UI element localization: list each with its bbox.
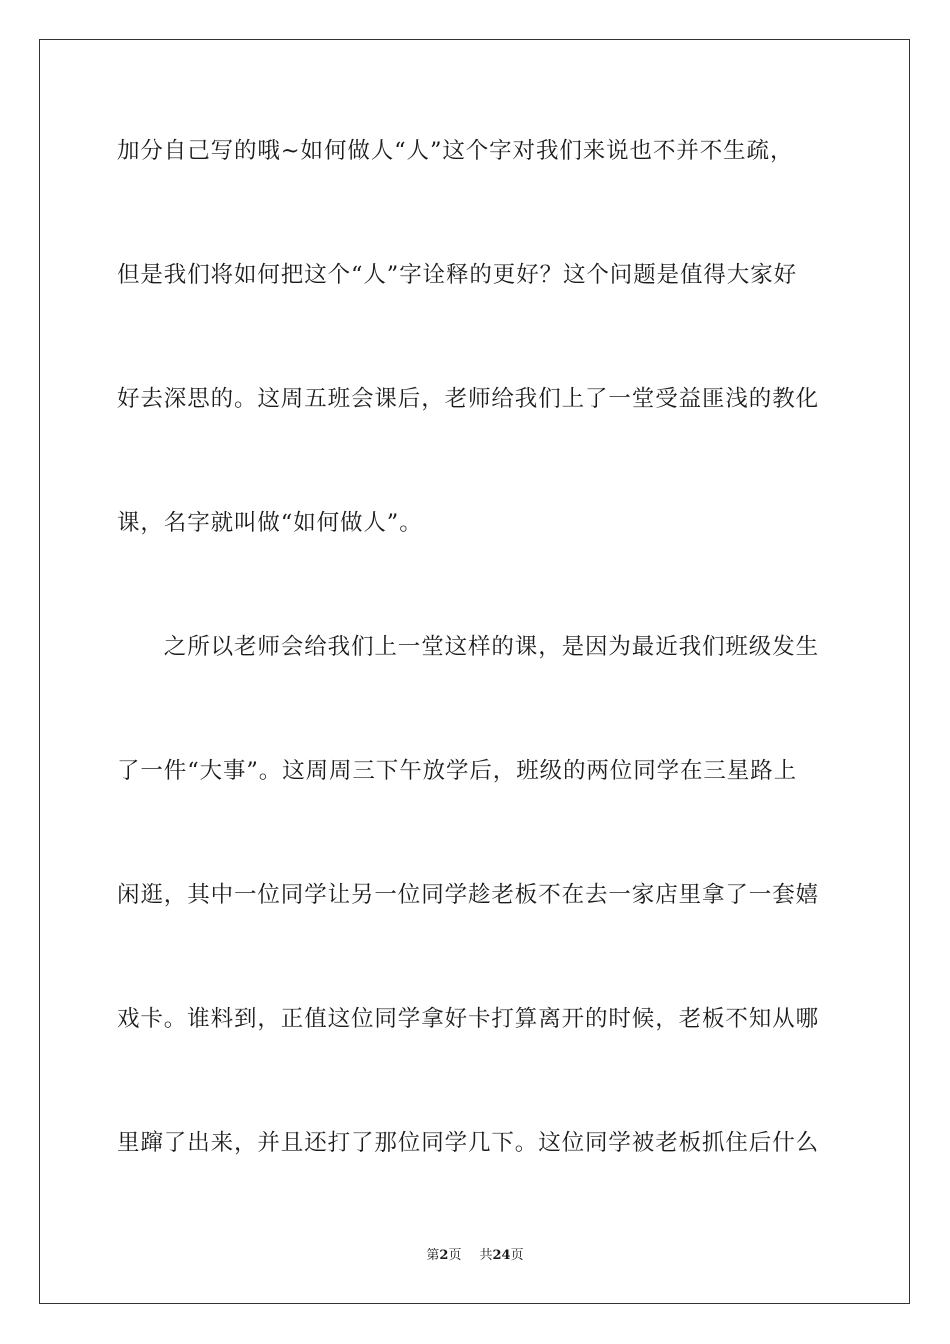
footer-page-prefix: 第	[426, 1248, 440, 1263]
footer-page-suffix: 页	[448, 1248, 462, 1263]
footer-total-suffix: 页	[510, 1248, 524, 1263]
footer-page-total: 24	[492, 1248, 511, 1263]
footer-total-prefix: 共	[479, 1248, 493, 1263]
footer-page-current: 2	[439, 1248, 449, 1263]
body-text-line-7: 闲逛，其中一位同学让另一位同学趁老板不在去一家店里拿了一套嬉	[117, 882, 820, 908]
body-text-line-3: 好去深思的。这周五班会课后，老师给我们上了一堂受益匪浅的教化	[117, 386, 820, 412]
body-text-line-4: 课，名字就叫做“如何做人”。	[117, 510, 423, 536]
body-text-line-8: 戏卡。谁料到，正值这位同学拿好卡打算离开的时候，老板不知从哪	[117, 1006, 820, 1032]
body-text-line-1: 加分自己写的哦~如何做人“人”这个字对我们来说也不并不生疏，	[117, 138, 794, 164]
body-text-line-2: 但是我们将如何把这个“人”字诠释的更好？这个问题是值得大家好	[117, 262, 798, 288]
body-text-line-9: 里蹿了出来，并且还打了那位同学几下。这位同学被老板抓住后什么	[117, 1130, 820, 1156]
body-text-line-5: 之所以老师会给我们上一堂这样的课，是因为最近我们班级发生	[117, 634, 820, 660]
page-border	[39, 39, 910, 1304]
body-text-line-6: 了一件“大事”。这周周三下午放学后，班级的两位同学在三星路上	[117, 758, 798, 784]
page-footer	[0, 1247, 950, 1265]
